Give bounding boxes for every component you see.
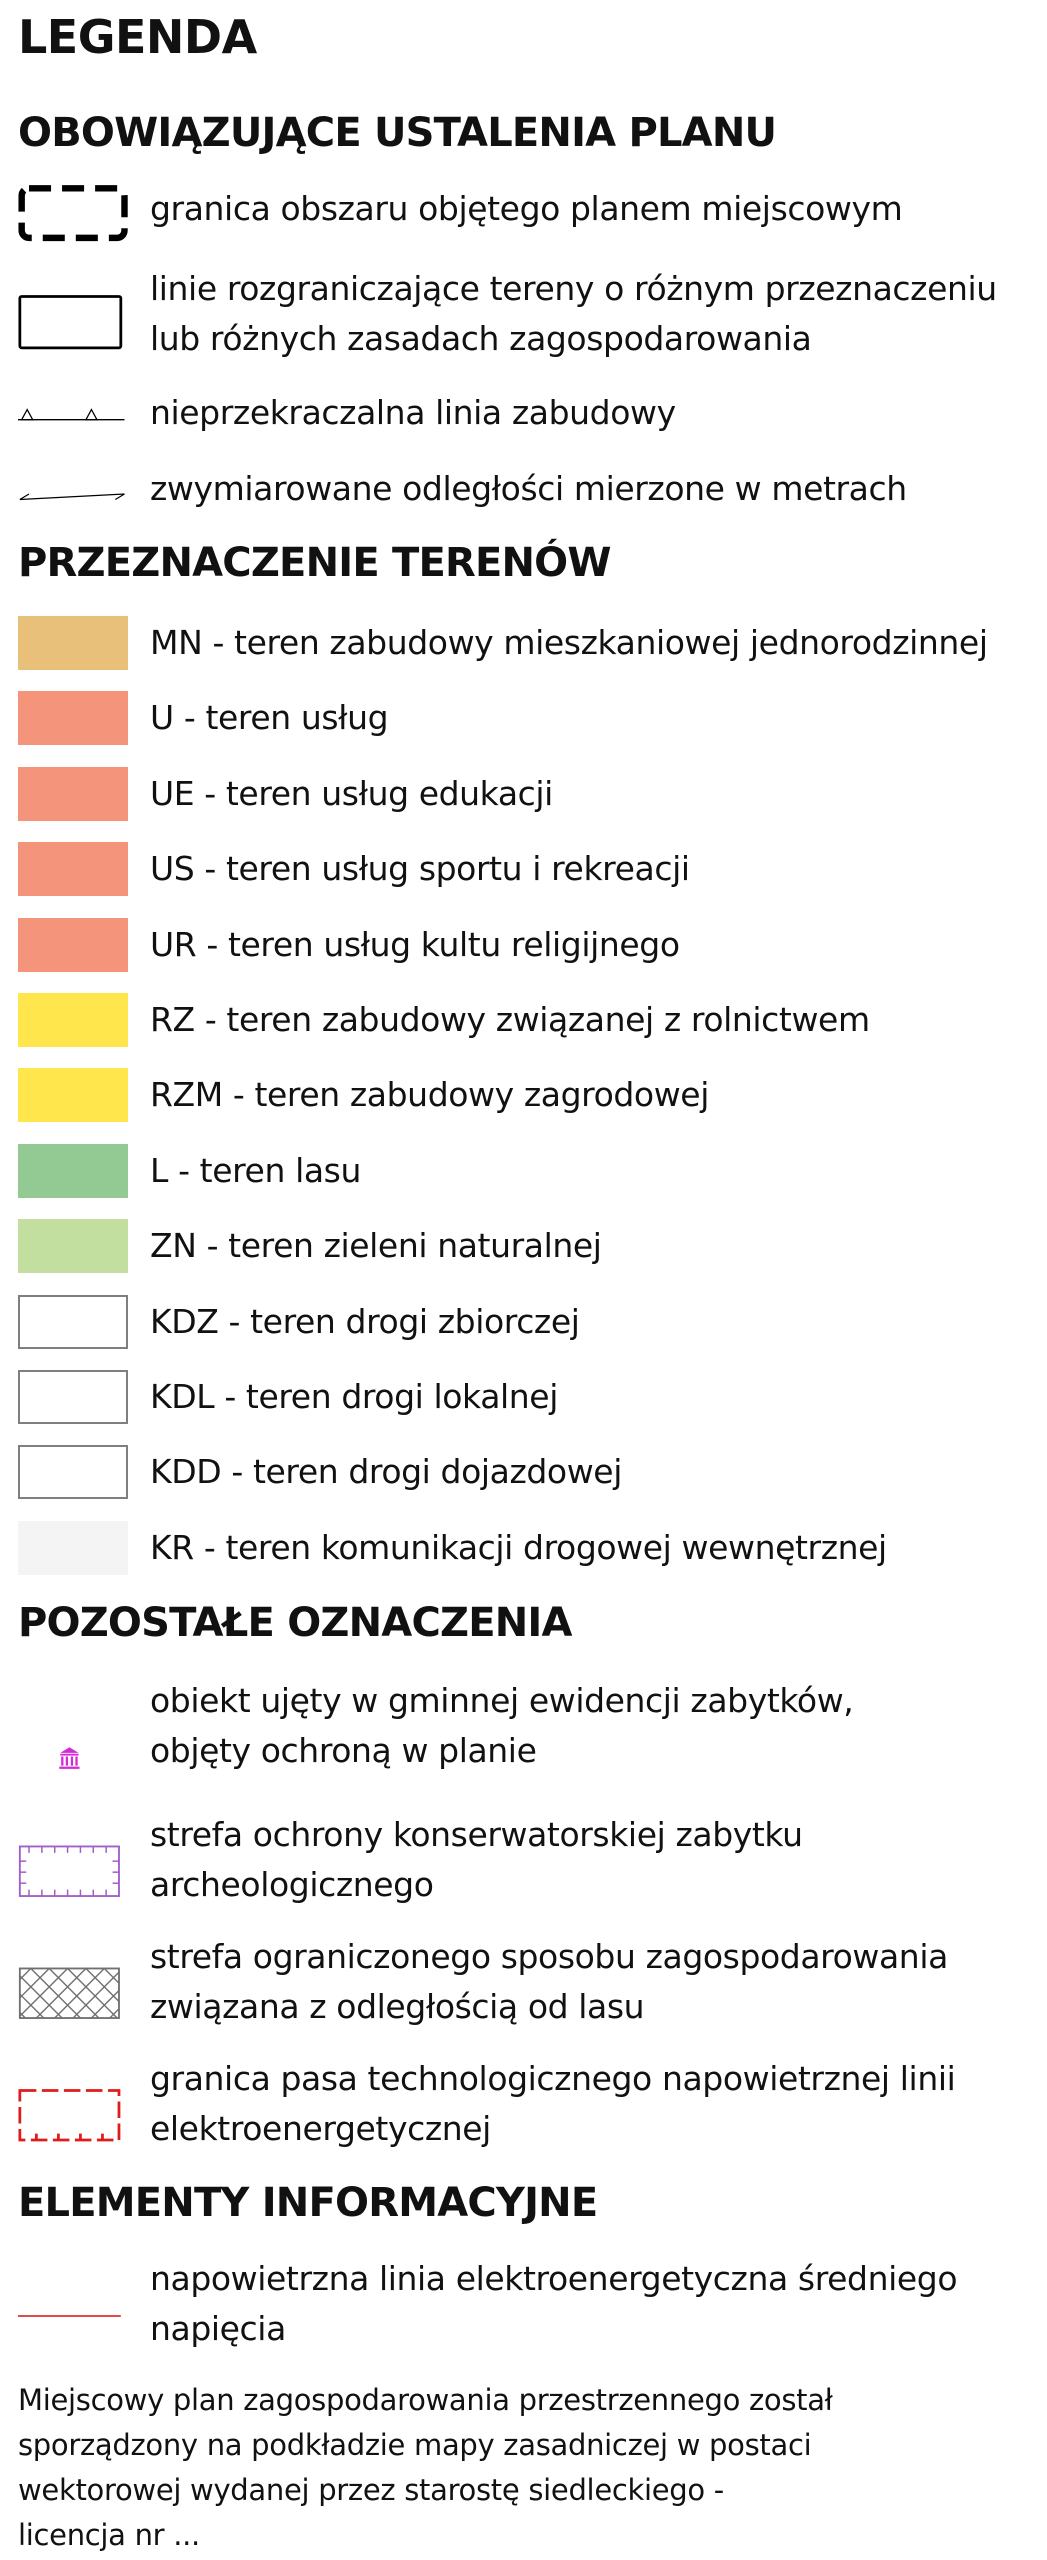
monument-icon [18,1742,130,1782]
land-use-label: ZN - teren zieleni naturalnej [150,1226,602,1265]
legend-label [150,2254,957,2354]
legend-label [150,1810,803,1910]
section-heading-binding: OBOWIĄZUJĄCE USTALENIA PLANU [18,110,777,156]
legend-label-line: związana z odległością od lasu [150,1987,645,2026]
land-use-label: L - teren lasu [150,1151,361,1190]
note-line: wektorowej wydanej przez starostę siedleckiego - [18,2473,724,2507]
legend-label [150,264,997,364]
land-use-label: RZ - teren zabudowy związanej z rolnictwem [150,1000,870,1039]
land-use-swatch [18,1219,128,1273]
legend-label [150,184,902,234]
land-use-swatch [18,767,128,821]
section-heading-land-use: PRZEZNACZENIE TERENÓW [18,540,611,586]
land-use-swatch [18,1521,128,1575]
legend-label-line: obiekt ujęty w gminnej ewidencji zabytków, [150,1681,854,1720]
legend-label-line: strefa ograniczonego sposobu zagospodarowania [150,1937,948,1976]
land-use-label: RZM - teren zabudowy zagrodowej [150,1075,709,1114]
land-use-swatch [18,1370,128,1424]
land-use-swatch [18,1068,128,1122]
power-line-icon [18,2306,130,2326]
note-line: sporządzony na podkładzie mapy zasadniczej w postaci [18,2428,812,2462]
land-use-label: UE - teren usług edukacji [150,774,553,813]
forest-zone-icon [18,1964,130,2028]
solid-boundary-icon [18,292,130,356]
legend-label-line: archeologicznego [150,1865,434,1904]
base-map-note [18,2378,1028,2558]
land-use-label: UR - teren usług kultu religijnego [150,925,680,964]
legend-label-line: napięcia [150,2309,286,2348]
note-line: licencja nr ... [18,2518,200,2552]
legend-label-line: strefa ochrony konserwatorskiej zabytku [150,1815,803,1854]
legend-label [150,1932,948,2032]
legend-label-line: lub różnych zasadach zagospodarowania [150,319,812,358]
dimension-line-icon [18,474,130,514]
land-use-swatch [18,691,128,745]
land-use-swatch [18,1144,128,1198]
legend-label-line: granica pasa technologicznego napowietrznej linii [150,2059,956,2098]
land-use-swatch [18,1445,128,1499]
power-line-strip-icon [18,2086,130,2150]
legend-label-line: napowietrzna linia elektroenergetyczna średniego [150,2259,958,2298]
note-line: Miejscowy plan zagospodarowania przestrzennego został [18,2383,833,2417]
land-use-swatch [18,918,128,972]
legend-title: LEGENDA [18,10,257,64]
land-use-label: U - teren usług [150,698,389,737]
land-use-label: KDZ - teren drogi zbiorczej [150,1302,580,1341]
dashed-boundary-icon [18,182,130,246]
building-line-icon [18,396,130,436]
land-use-label: KR - teren komunikacji drogowej wewnętrznej [150,1528,887,1567]
legend-label [150,1676,853,1776]
legend-label-line: elektroenergetycznej [150,2109,491,2148]
land-use-swatch [18,842,128,896]
land-use-swatch [18,993,128,1047]
land-use-label: MN - teren zabudowy mieszkaniowej jednorodzinnej [150,623,988,662]
legend-label [150,388,676,438]
legend-label [150,464,907,514]
land-use-label: US - teren usług sportu i rekreacji [150,849,690,888]
section-heading-other: POZOSTAŁE OZNACZENIA [18,1600,572,1646]
legend-label-line: zwymiarowane odległości mierzone w metrach [150,469,907,508]
legend-label-line: objęty ochroną w planie [150,1731,537,1770]
section-heading-info: ELEMENTY INFORMACYJNE [18,2180,598,2226]
legend-label-line: nieprzekraczalna linia zabudowy [150,393,676,432]
land-use-swatch [18,1295,128,1349]
legend-label-line: granica obszaru objętego planem miejscowym [150,189,903,228]
land-use-swatch [18,616,128,670]
land-use-label: KDD - teren drogi dojazdowej [150,1452,622,1491]
archaeological-zone-icon [18,1842,130,1906]
legend-label [150,2054,955,2154]
land-use-label: KDL - teren drogi lokalnej [150,1377,558,1416]
legend-label-line: linie rozgraniczające tereny o różnym przeznaczeniu [150,269,997,308]
